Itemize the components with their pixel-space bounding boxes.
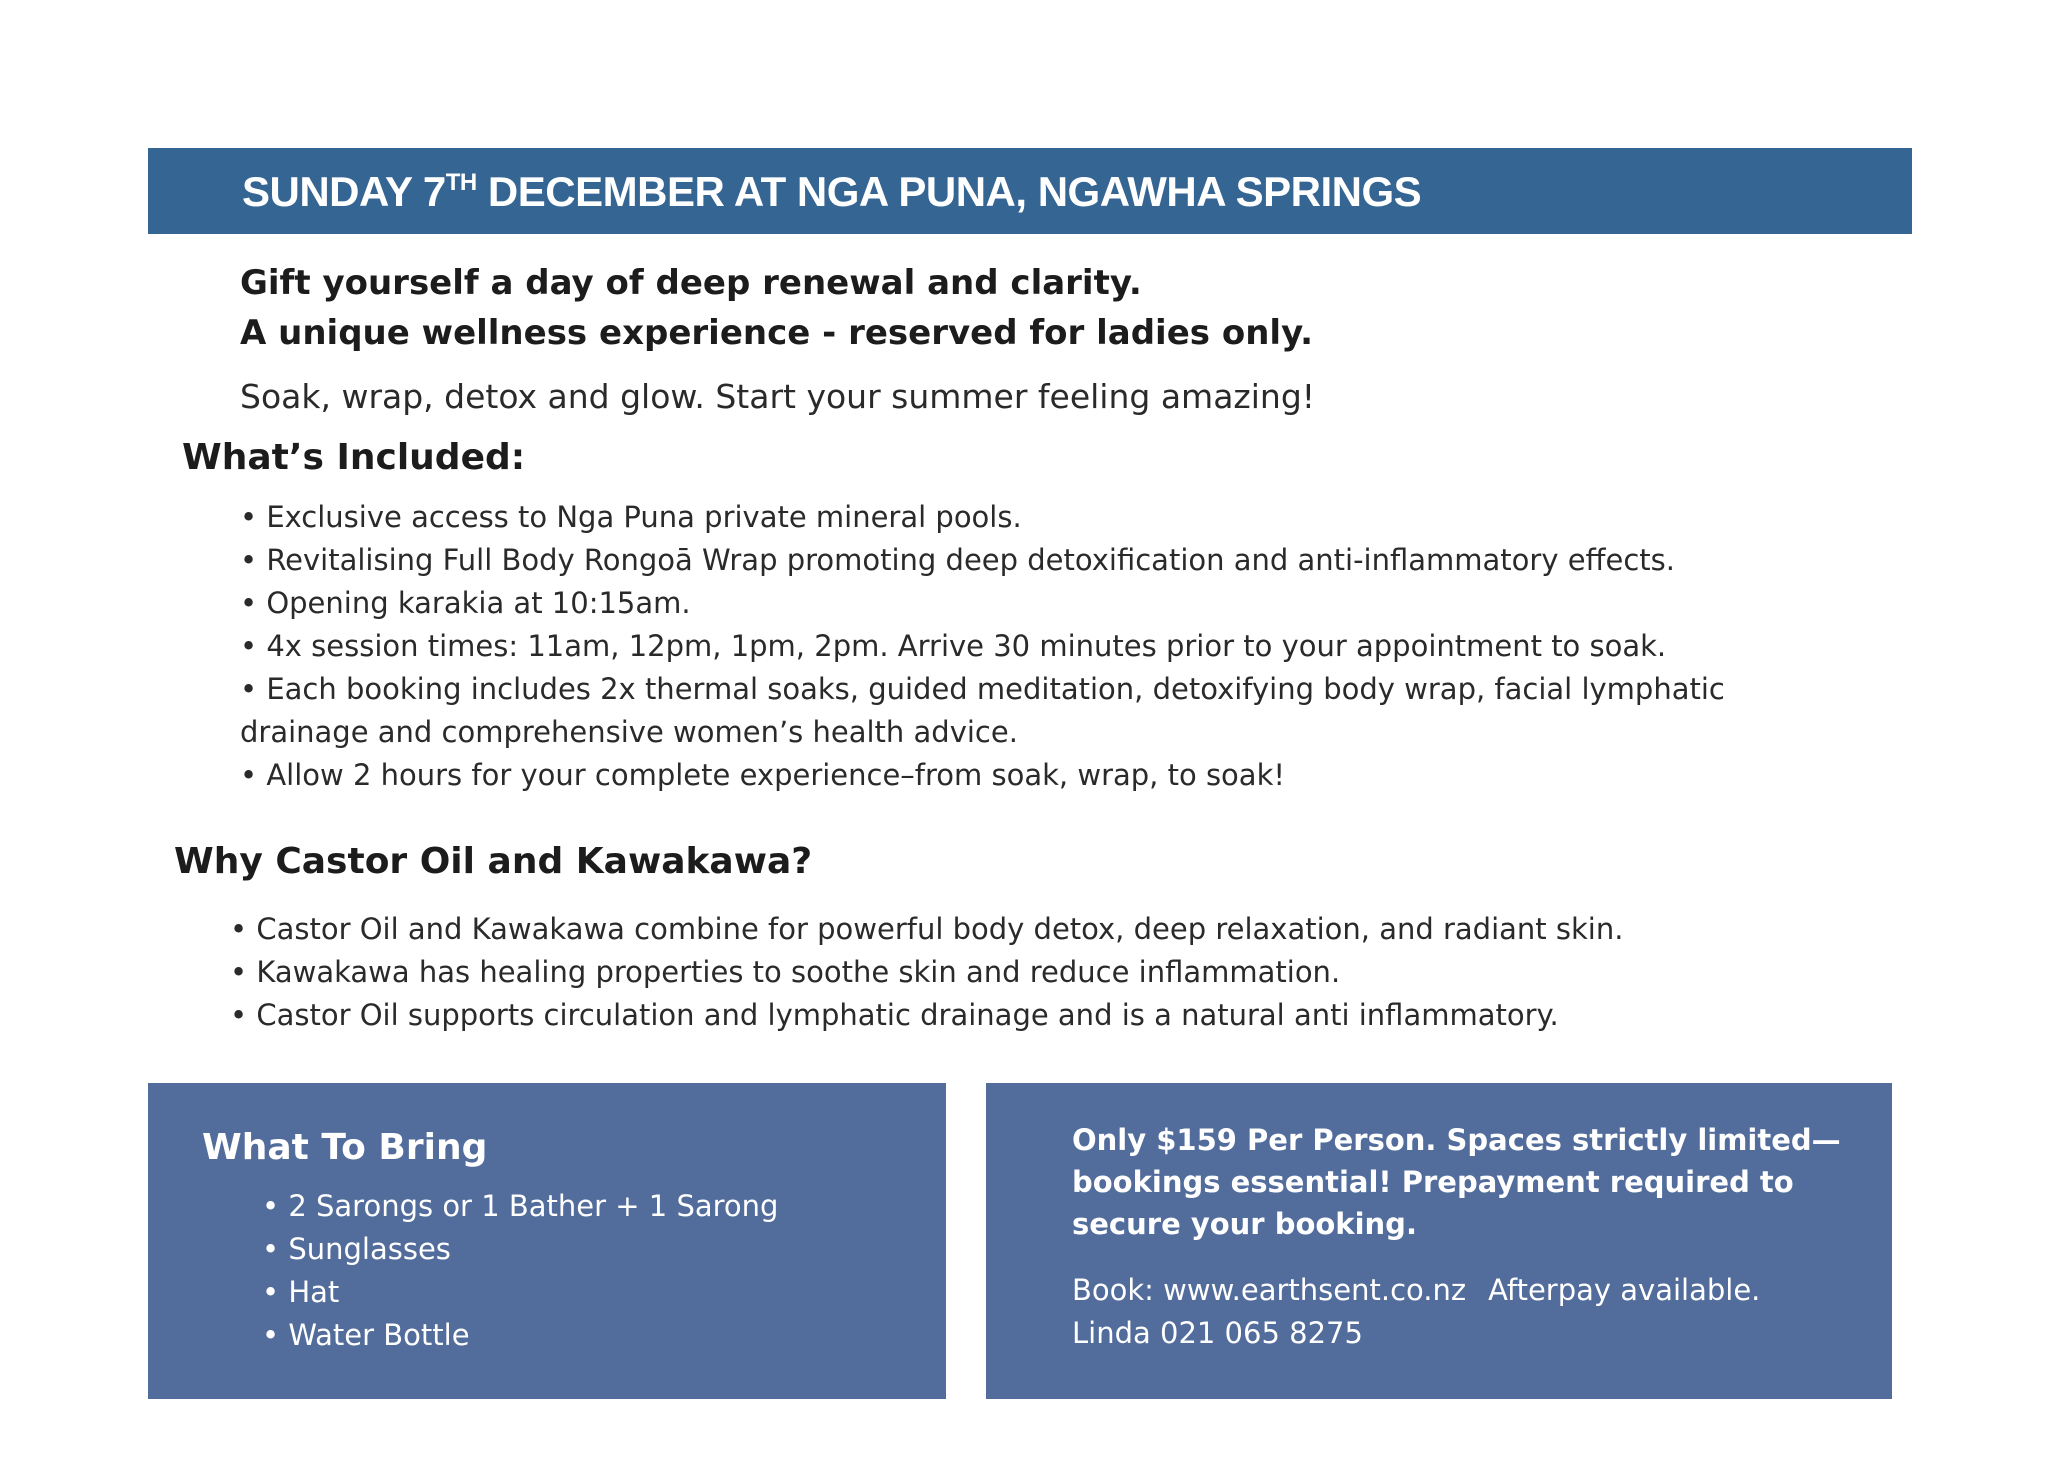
list-item: • Each booking includes 2x thermal soaks, guided meditation, detoxifying body wrap, facial lymphatic drainage and comprehensive women’s health advice. bbox=[240, 672, 1725, 749]
tagline: Soak, wrap, detox and glow. Start your summer feeling amazing! bbox=[240, 377, 1315, 416]
list-item: • Exclusive access to Nga Puna private mineral pools. bbox=[240, 500, 1022, 534]
list-item: • 4x session times: 11am, 12pm, 1pm, 2pm. Arrive 30 minutes prior to your appointment to soak. bbox=[240, 629, 1667, 663]
list-item: • Revitalising Full Body Rongoā Wrap promoting deep detoxification and anti-inflammatory effects. bbox=[240, 543, 1676, 577]
intro-block bbox=[240, 258, 1840, 358]
why-castor-oil-list bbox=[230, 908, 1890, 1037]
whats-included-list bbox=[240, 496, 1900, 797]
booking-contact-block bbox=[1072, 1269, 1872, 1355]
price-statement: Only $159 Per Person. Spaces strictly limited—bookings essential! Prepayment required to secure your booking. bbox=[1072, 1123, 1841, 1241]
intro-line-1: Gift yourself a day of deep renewal and clarity. bbox=[240, 263, 1142, 303]
title-date-suffix: TH bbox=[445, 169, 477, 196]
what-to-bring-heading: What To Bring bbox=[202, 1127, 488, 1168]
booking-website-link[interactable]: Book: www.earthsent.co.nz bbox=[1072, 1273, 1467, 1307]
list-item: • Castor Oil supports circulation and lymphatic drainage and is a natural anti inflammatory. bbox=[230, 998, 1559, 1032]
list-item: • Castor Oil and Kawakawa combine for powerful body detox, deep relaxation, and radiant skin. bbox=[230, 912, 1624, 946]
what-to-bring-panel bbox=[148, 1083, 946, 1399]
booking-panel bbox=[986, 1083, 1892, 1399]
event-date-location-title bbox=[242, 166, 1421, 218]
afterpay-note: Afterpay available. bbox=[1488, 1273, 1761, 1307]
header-band bbox=[148, 148, 1912, 234]
list-item: • Sunglasses bbox=[262, 1232, 451, 1266]
whats-included-heading: What’s Included: bbox=[182, 437, 526, 478]
why-castor-oil-heading: Why Castor Oil and Kawakawa? bbox=[174, 841, 813, 882]
list-item: • Kawakawa has healing properties to soothe skin and reduce inflammation. bbox=[230, 955, 1341, 989]
list-item: • Water Bottle bbox=[262, 1318, 470, 1352]
list-item: • Allow 2 hours for your complete experience–from soak, wrap, to soak! bbox=[240, 758, 1285, 792]
list-item: • Opening karakia at 10:15am. bbox=[240, 586, 691, 620]
list-item: • Hat bbox=[262, 1275, 340, 1309]
intro-line-2: A unique wellness experience - reserved for ladies only. bbox=[240, 313, 1314, 353]
booking-line bbox=[1072, 1269, 1872, 1312]
title-location: DECEMBER AT NGA PUNA, NGAWHA SPRINGS bbox=[476, 168, 1422, 215]
contact-phone: Linda 021 065 8275 bbox=[1072, 1316, 1363, 1350]
title-date: SUNDAY 7 bbox=[242, 168, 446, 215]
what-to-bring-list bbox=[262, 1185, 778, 1357]
list-item: • 2 Sarongs or 1 Bather + 1 Sarong bbox=[262, 1189, 779, 1223]
